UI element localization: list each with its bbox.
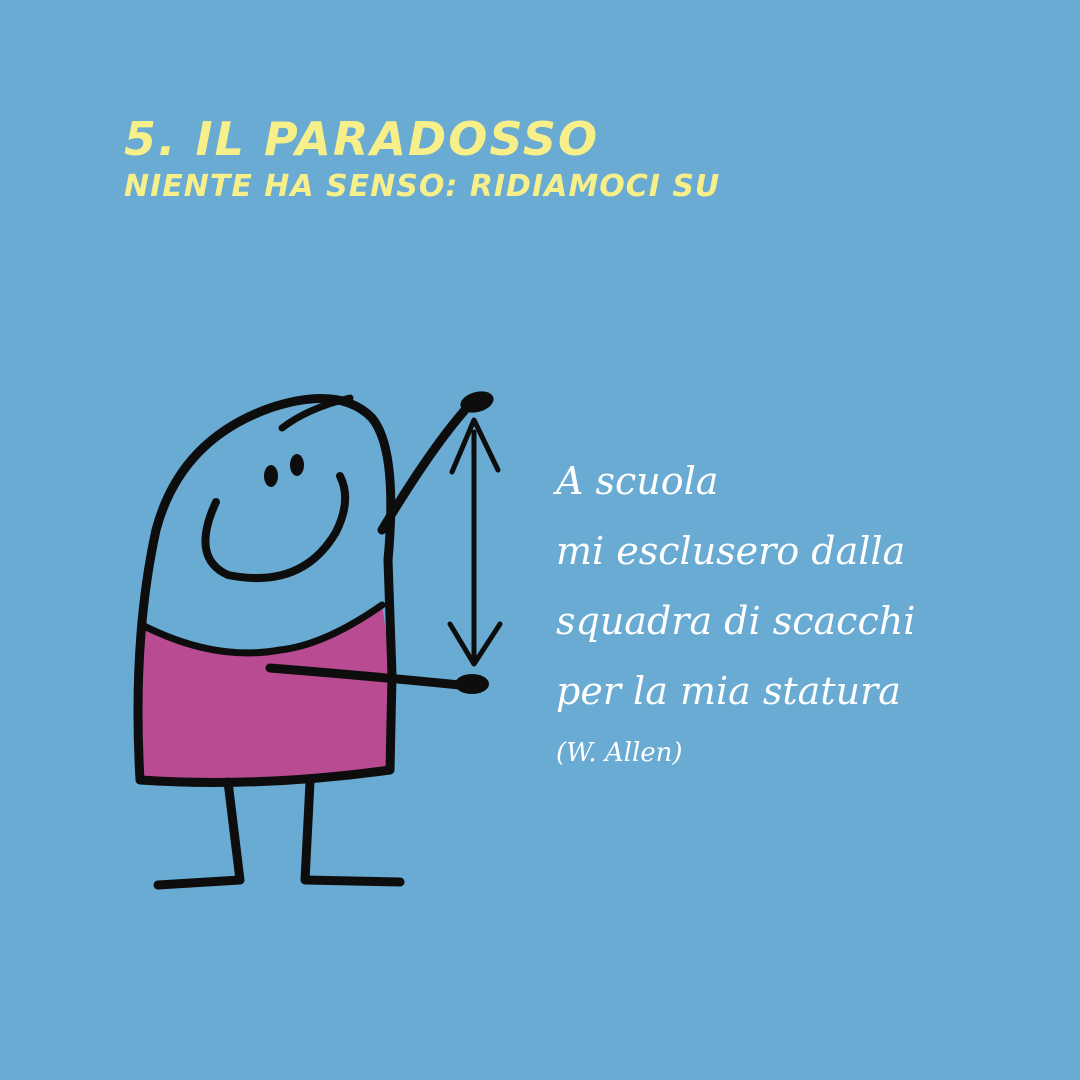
quote-line: mi esclusero dalla [556,529,906,573]
lower-hand [455,674,489,694]
quote-block [556,446,1036,778]
quote-line: A scuola [556,459,719,503]
page-title: 5. IL PARADOSSO [124,112,600,166]
smile [205,476,345,578]
shirt-shape [140,605,392,782]
quote-line: per la mia statura [556,669,901,713]
quote-line: squadra di scacchi [556,599,916,643]
left-eye [264,465,278,487]
page-subtitle: NIENTE HA SENSO: RIDIAMOCI SU [124,169,721,205]
header [124,112,720,204]
right-leg [305,782,400,882]
stick-figure-measuring-height-icon [120,380,520,900]
right-eye [290,454,304,476]
left-leg [158,782,240,885]
quote-author: (W. Allen) [556,738,683,768]
